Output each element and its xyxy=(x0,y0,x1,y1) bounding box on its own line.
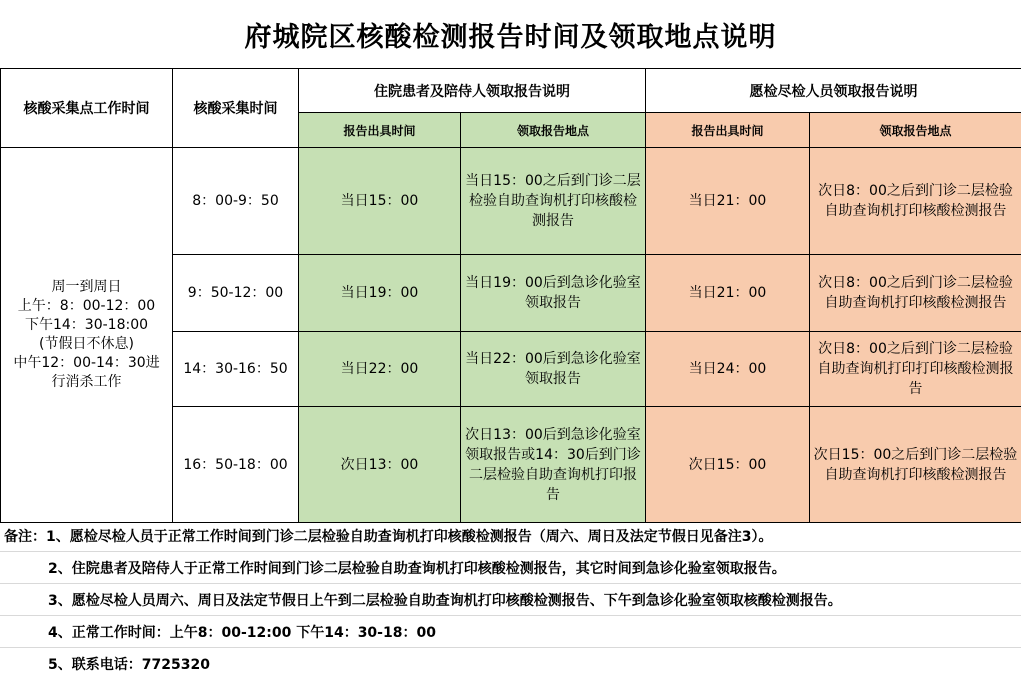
collect-time-cell: 9：50-12：00 xyxy=(173,255,299,332)
work-hours-cell xyxy=(1,148,173,523)
notes-section xyxy=(0,520,1021,680)
volunteer-report-time-cell: 当日21：00 xyxy=(646,148,810,255)
inpatient-pickup-place-cell: 当日22：00后到急诊化验室领取报告 xyxy=(461,332,646,407)
inpatient-pickup-place-cell: 次日13：00后到急诊化验室领取报告或14：30后到门诊二层检验自助查询机打印报告 xyxy=(461,407,646,523)
header-volunteer-pickup-place: 领取报告地点 xyxy=(810,113,1021,148)
volunteer-pickup-place-cell: 次日8：00之后到门诊二层检验自助查询机打印打印核酸检测报告 xyxy=(810,332,1021,407)
note-line: 备注：1、愿检尽检人员于正常工作时间到门诊二层检验自助查询机打印核酸检测报告（周六、周日及法定节假日见备注3）。 xyxy=(0,520,1021,552)
header-inpatient-report-time: 报告出具时间 xyxy=(299,113,461,148)
note-line: 4、正常工作时间：上午8：00-12:00 下午14：30-18：00 xyxy=(0,616,1021,648)
volunteer-report-time-cell: 次日15：00 xyxy=(646,407,810,523)
note-line: 3、愿检尽检人员周六、周日及法定节假日上午到二层检验自助查询机打印核酸检测报告、下午到急诊化验室领取核酸检测报告。 xyxy=(0,584,1021,616)
report-schedule-table xyxy=(0,68,1021,523)
work-hours-line: (节假日不休息) xyxy=(39,336,134,352)
inpatient-report-time-cell: 当日15：00 xyxy=(299,148,461,255)
header-inpatient-pickup-place: 领取报告地点 xyxy=(461,113,646,148)
inpatient-pickup-place-cell: 当日15：00之后到门诊二层检验自助查询机打印核酸检测报告 xyxy=(461,148,646,255)
volunteer-report-time-cell: 当日21：00 xyxy=(646,255,810,332)
volunteer-report-time-cell: 当日24：00 xyxy=(646,332,810,407)
header-collect-time: 核酸采集时间 xyxy=(173,69,299,148)
collect-time-cell: 16：50-18：00 xyxy=(173,407,299,523)
note-line: 5、联系电话：7725320 xyxy=(48,657,210,673)
volunteer-pickup-place-cell: 次日15：00之后到门诊二层检验自助查询机打印核酸检测报告 xyxy=(810,407,1021,523)
note-line: 2、住院患者及陪侍人于正常工作时间到门诊二层检验自助查询机打印核酸检测报告，其它时间到急诊化验室领取报告。 xyxy=(0,552,1021,584)
volunteer-pickup-place-cell: 次日8：00之后到门诊二层检验自助查询机打印核酸检测报告 xyxy=(810,255,1021,332)
collect-time-cell: 8：00-9：50 xyxy=(173,148,299,255)
inpatient-pickup-place-cell: 当日19：00后到急诊化验室领取报告 xyxy=(461,255,646,332)
page-title: 府城院区核酸检测报告时间及领取地点说明 xyxy=(244,21,777,53)
header-volunteer-report-time: 报告出具时间 xyxy=(646,113,810,148)
work-hours-line: 上午：8：00-12：00 xyxy=(17,298,156,314)
table-row xyxy=(1,148,1021,255)
work-hours-line: 中午12：00-14：30进 xyxy=(13,355,160,371)
inpatient-report-time-cell: 当日19：00 xyxy=(299,255,461,332)
inpatient-report-time-cell: 当日22：00 xyxy=(299,332,461,407)
work-hours-line: 周一到周日 xyxy=(51,279,122,295)
work-hours-line: 行消杀工作 xyxy=(51,374,122,390)
inpatient-report-time-cell: 次日13：00 xyxy=(299,407,461,523)
collect-time-cell: 14：30-16：50 xyxy=(173,332,299,407)
header-volunteer-group: 愿检尽检人员领取报告说明 xyxy=(646,69,1021,113)
header-work-time: 核酸采集点工作时间 xyxy=(1,69,173,148)
volunteer-pickup-place-cell: 次日8：00之后到门诊二层检验自助查询机打印核酸检测报告 xyxy=(810,148,1021,255)
header-inpatient-group: 住院患者及陪侍人领取报告说明 xyxy=(299,69,646,113)
work-hours-line: 下午14：30-18:00 xyxy=(24,317,149,333)
